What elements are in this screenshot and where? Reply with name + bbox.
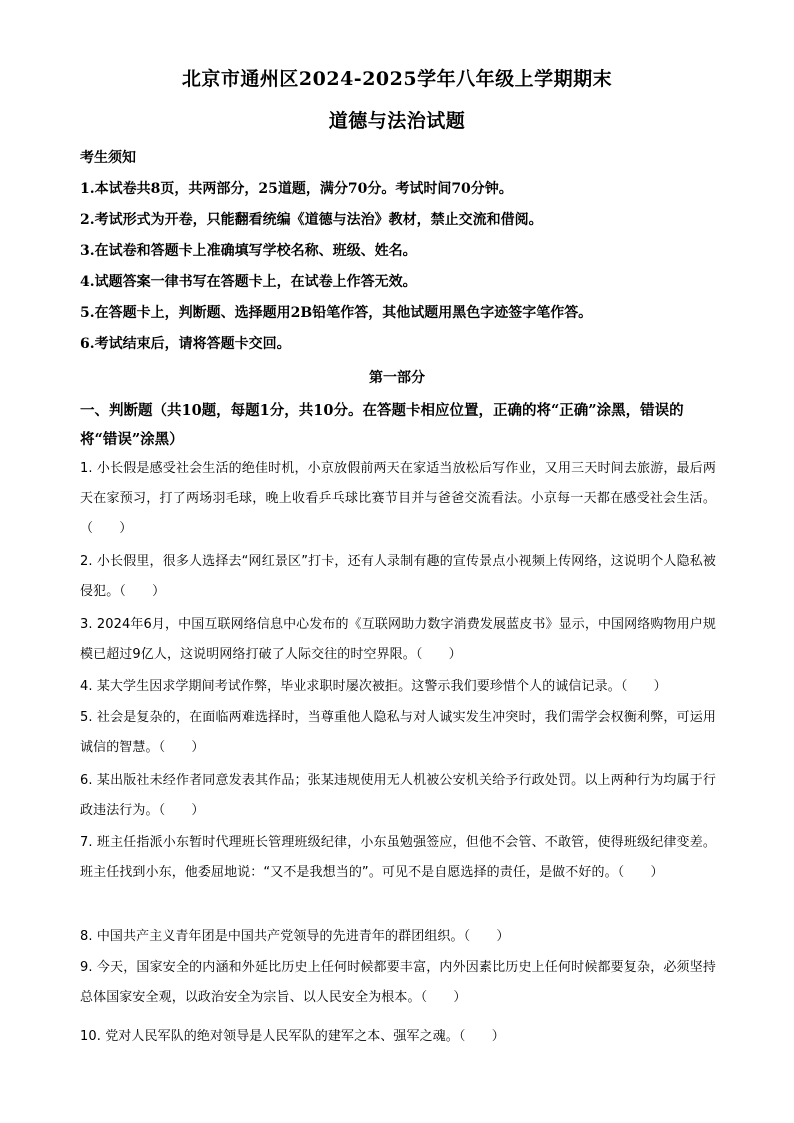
question-2: 2. 小长假里，很多人选择去“网红景区”打卡，还有人录制有趣的宣传景点小视频上传网络，这说明个人隐私被侵犯。（ ）	[80, 554, 716, 599]
question-7: 7. 班主任指派小东暂时代理班长管理班级纪律，小东虽勉强签应，但他不会管、不敢管，使得班级纪律变差。班主任找到小东，他委屈地说：“又不是我想当的”。可见不是自愿选择的责任，是做不好的。（ ）	[80, 835, 716, 880]
question-1: 1. 小长假是感受社会生活的绝佳时机，小京放假前两天在家适当放松后写作业，又用三天时间去旅游，最后两天在家预习，打了两场羽毛球，晚上收看乒乓球比赛节目并与爸爸交流看法。小京每一天都在感受社会生活。（ ）	[80, 461, 716, 536]
question-10: 10. 党对人民军队的绝对领导是人民军队的建军之本、强军之魂。（ ）	[80, 1029, 505, 1044]
question-4: 4. 某大学生因求学期间考试作弊，毕业求职时屡次被拒。这警示我们要珍惜个人的诚信记录。（ ）	[80, 679, 667, 694]
exam-subtitle: 道德与法治试题	[328, 110, 466, 132]
notice-item: 5.在答题卡上，判断题、选择题用2B铅笔作答，其他试题用黑色字迹签字笔作答。	[80, 305, 593, 321]
question-3: 3. 2024年6月，中国互联网络信息中心发布的《互联网助力数字消费发展蓝皮书》显示，中国网络购物用户规模已超过9亿人，这说明网络打破了人际交往的时空界限。（ ）	[80, 617, 716, 662]
exam-title: 北京市通州区2024-2025学年八年级上学期期末	[181, 68, 613, 90]
question-5: 5. 社会是复杂的，在面临两难选择时，当尊重他人隐私与对人诚实发生冲突时，我们需学会权衡利弊，可运用诚信的智慧。（ ）	[80, 710, 716, 755]
notice-item: 1.本试卷共8页，共两部分，25道题，满分70分。考试时间70分钟。	[80, 181, 513, 197]
question-6: 6. 某出版社未经作者同意发表其作品；张某违规使用无人机被公安机关给予行政处罚。以上两种行为均属于行政违法行为。（ ）	[80, 773, 716, 818]
notice-item: 4.试题答案一律书写在答题卡上，在试卷上作答无效。	[80, 274, 417, 290]
part-title: 第一部分	[369, 370, 425, 386]
notice-item: 2.考试形式为开卷，只能翻看统编《道德与法治》教材，禁止交流和借阅。	[80, 212, 543, 228]
notice-title: 考生须知	[80, 150, 136, 166]
notice-item: 6.考试结束后，请将答题卡交回。	[80, 336, 291, 352]
question-9: 9. 今天，国家安全的内涵和外延比历史上任何时候都要丰富，内外因素比历史上任何时候都要复杂，必须坚持总体国家安全观，以政治安全为宗旨、以人民安全为根本。（ ）	[80, 960, 716, 1005]
question-8: 8. 中国共产主义青年团是中国共产党领导的先进青年的群团组织。（ ）	[80, 929, 510, 944]
notice-item: 3.在试卷和答题卡上准确填写学校名称、班级、姓名。	[80, 243, 417, 259]
section-heading: 一、判断题（共10题，每题1分，共10分。在答题卡相应位置，正确的将“正确”涂黑，错误的将“错误”涂黑）	[80, 402, 684, 448]
